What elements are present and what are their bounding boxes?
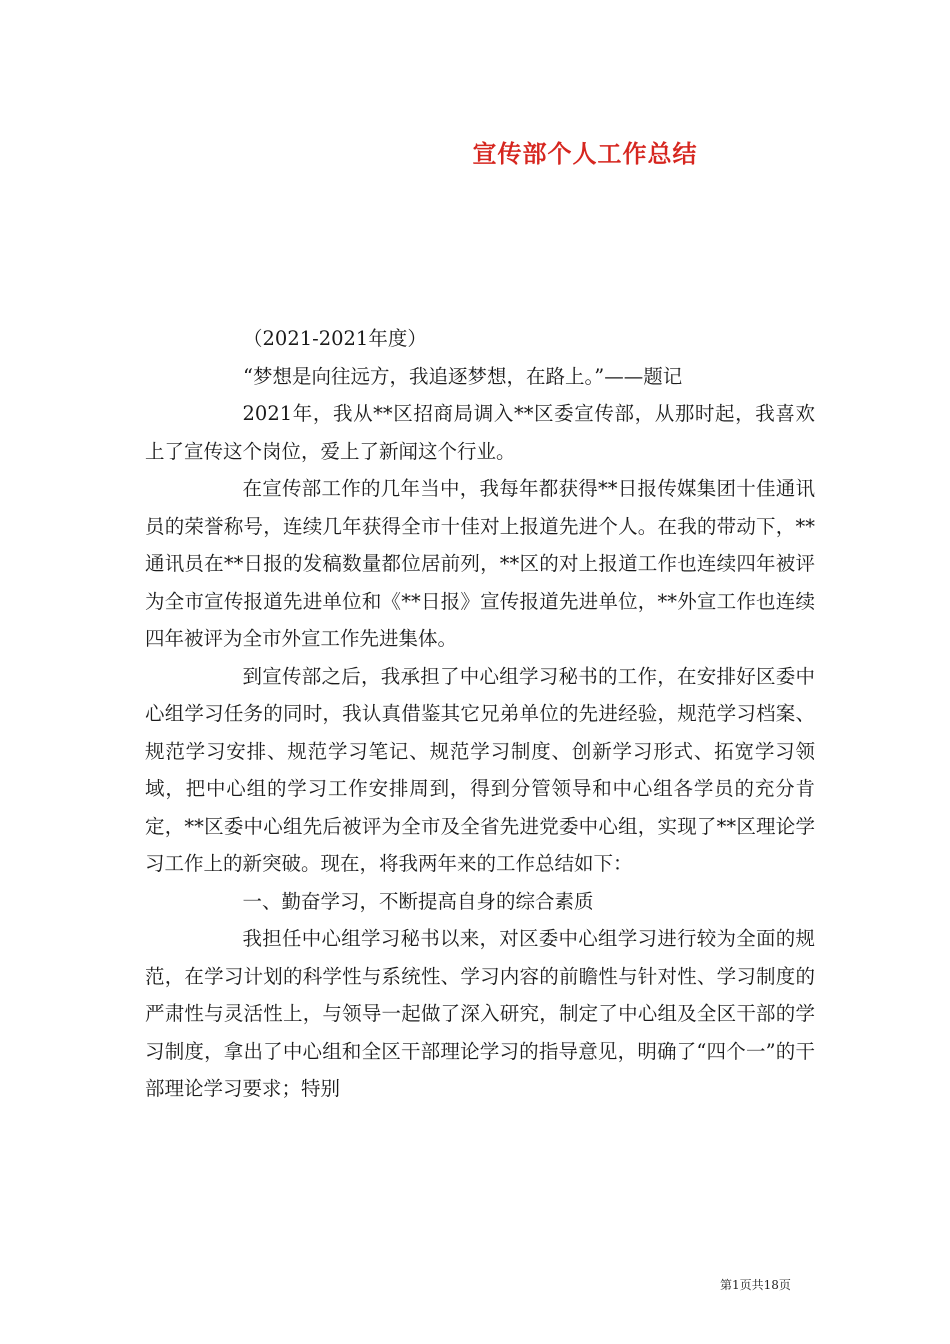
- document-title: [0, 134, 950, 169]
- section-heading-1: 一、勤奋学习，不断提高自身的综合素质: [242, 889, 594, 913]
- document-title-text: 宣传部个人工作总结: [472, 139, 698, 168]
- paragraph-2: 在宣传部工作的几年当中，我每年都获得**日报传媒集团十佳通讯员的荣誉称号，连续几年获得全市十佳对上报道先进个人。在我的带动下，**通讯员在**日报的发稿数量都位居前列，**区的对上报道工作也连续四年被评为全市宣传报道先进单位和《**日报》宣传报道先进单位，**外宣工作也连续四年被评为全市外宣工作先进集体。: [145, 477, 815, 650]
- year-line: （2021-2021年度）: [243, 327, 427, 350]
- paragraph-3: 到宣传部之后，我承担了中心组学习秘书的工作，在安排好区委中心组学习任务的同时，我认真借鉴其它兄弟单位的先进经验，规范学习档案、规范学习安排、规范学习笔记、规范学习制度、创新学习形式、拓宽学习领域，把中心组的学习工作安排周到，得到分管领导和中心组各学员的充分肯定，**区委中心组先后被评为全市及全省先进党委中心组，实现了**区理论学习工作上的新突破。现在，将我两年来的工作总结如下：: [145, 664, 815, 875]
- paragraph-1: 2021年，我从**区招商局调入**区委宣传部，从那时起，我喜欢上了宣传这个岗位，爱上了新闻这个行业。: [145, 402, 815, 463]
- page-footer: 第1页共18页: [720, 1278, 791, 1292]
- epigraph: “梦想是向往远方，我追逐梦想，在路上。”——题记: [243, 364, 683, 388]
- paragraph-4: 我担任中心组学习秘书以来，对区委中心组学习进行较为全面的规范，在学习计划的科学性与系统性、学习内容的前瞻性与针对性、学习制度的严肃性与灵活性上，与领导一起做了深入研究，制定了中心组及全区干部的学习制度，拿出了中心组和全区干部理论学习的指导意见，明确了“四个一”的干部理论学习要求；特别: [145, 927, 815, 1100]
- document-body: [145, 320, 815, 1108]
